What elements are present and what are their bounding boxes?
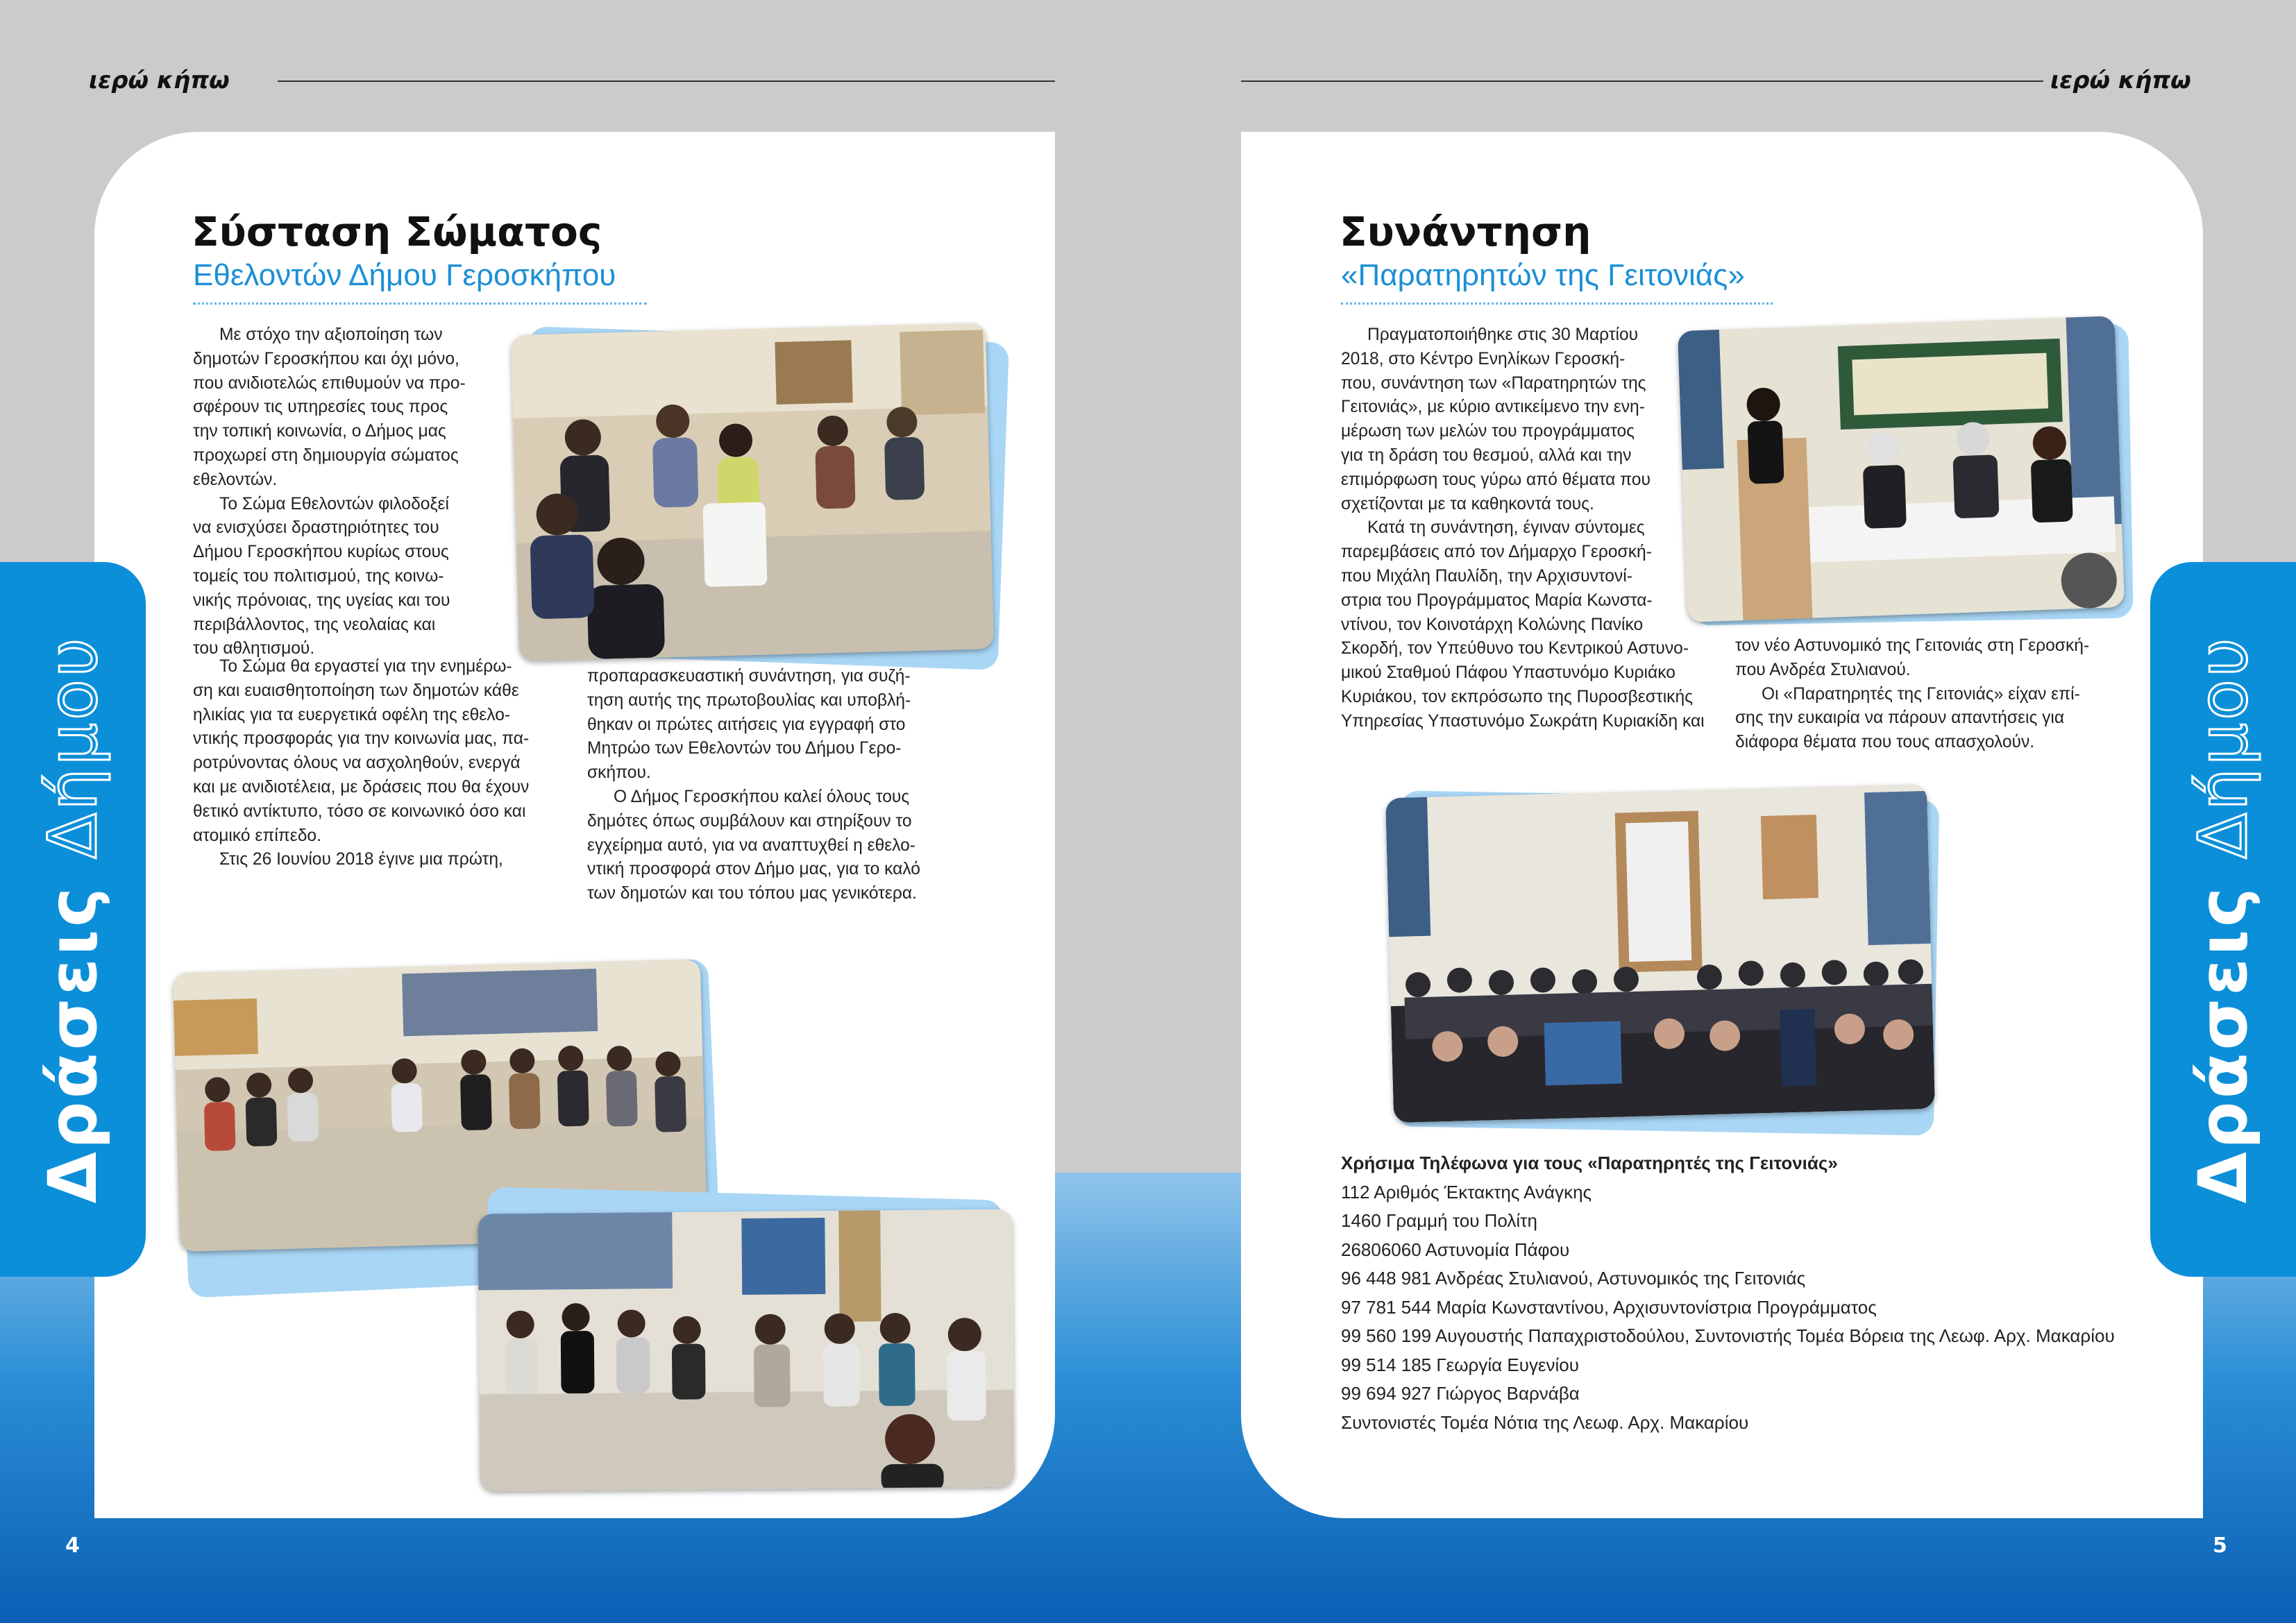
text-line: που Ανδρέα Στυλιανού. bbox=[1735, 660, 1911, 679]
useful-phones-list bbox=[1341, 1149, 2209, 1437]
text-line: Οι «Παρατηρητές της Γειτονιάς» είχαν επί- bbox=[1762, 684, 2080, 704]
text-line: των δημοτών και του τόπου μας γενικότερα. bbox=[587, 884, 917, 903]
text-line: Κατά τη συνάντηση, έγιναν σύντομες bbox=[1367, 518, 1645, 538]
text-line: Στις 26 Ιουνίου 2018 έγινε μια πρώτη, bbox=[219, 850, 503, 869]
magazine-name: ιερώ κήπω bbox=[89, 67, 230, 94]
page-number: 5 bbox=[2213, 1533, 2227, 1558]
text-line: ση και ευαισθητοποίηση των δημοτών κάθε bbox=[193, 681, 519, 700]
text-line: σκήπου. bbox=[587, 763, 651, 783]
phone-entry: 1460 Γραμμή του Πολίτη bbox=[1341, 1210, 1537, 1231]
text-line: 2018, στο Κέντρο Ενηλίκων Γεροσκή- bbox=[1341, 349, 1626, 368]
neighbourhood-watch-panel-photo bbox=[1678, 316, 2125, 622]
text-line: Μητρώο των Εθελοντών του Δήμου Γερο- bbox=[587, 739, 902, 758]
text-line: Σκορδή, τον Υπεύθυνο του Κεντρικού Αστυνο- bbox=[1341, 639, 1689, 658]
phone-entry: 99 514 185 Γεωργία Ευγενίου bbox=[1341, 1354, 1579, 1375]
phone-entry: Συντονιστές Τομέα Νότια της Λεωφ. Αρχ. Μακαρίου bbox=[1341, 1411, 1749, 1433]
header-rule bbox=[1241, 80, 2043, 82]
text-line: μικού Σταθμού Πάφου Υπαστυνόμο Κυριάκο bbox=[1341, 663, 1675, 683]
text-line: που Μιχάλη Παυλίδη, την Αρχισυντονί- bbox=[1341, 566, 1632, 586]
text-line: Το Σώμα Εθελοντών φιλοδοξεί bbox=[219, 494, 449, 513]
header-rule bbox=[278, 80, 1055, 82]
right-page bbox=[1148, 0, 2296, 1623]
side-tab-outline: Δήμου bbox=[34, 635, 112, 859]
text-line: επιμόρφωση τους γύρω από θέματα που bbox=[1341, 470, 1651, 489]
text-line: Υπηρεσίας Υπαστυνόμο Σωκράτη Κυριακίδη και bbox=[1341, 711, 1705, 731]
article-subtitle: «Παρατηρητών της Γειτονιάς» bbox=[1341, 258, 1773, 305]
text-line: θετικό αντίκτυπο, τόσο σε κοινωνικό όσο και bbox=[193, 801, 526, 821]
text-line: δημοτών Γεροσκήπου και όχι μόνο, bbox=[193, 349, 459, 368]
text-line: που ανιδιοτελώς επιθυμούν να προ- bbox=[193, 373, 466, 393]
side-tab-bold: Δράσεις bbox=[2184, 884, 2262, 1204]
text-line: μέρωση των μελών του προγράμματος bbox=[1341, 422, 1635, 441]
text-line: τομείς του πολιτισμού, της κοινω- bbox=[193, 566, 444, 586]
text-column-2 bbox=[587, 665, 959, 906]
article-subtitle: Εθελοντών Δήμου Γεροσκήπου bbox=[193, 258, 647, 305]
text-column-1 bbox=[193, 323, 500, 661]
page-number: 4 bbox=[65, 1533, 80, 1558]
text-line: εγχείρημα αυτό, για να αναπτυχθεί η εθελο- bbox=[587, 835, 915, 855]
text-line: σφέρουν τις υπηρεσίες τους προς bbox=[193, 398, 448, 417]
phone-entry: 99 694 927 Γιώργος Βαρνάβα bbox=[1341, 1383, 1580, 1404]
text-line: Ο Δήμος Γεροσκήπου καλεί όλους τους bbox=[614, 787, 910, 806]
article-title: Συνάντηση bbox=[1340, 208, 1592, 255]
text-line: Δήμου Γεροσκήπου κυρίως στους bbox=[193, 543, 449, 562]
text-line: να ενισχύσει δραστηριότητες του bbox=[193, 518, 439, 538]
article-title: Σύσταση Σώματος bbox=[192, 208, 602, 255]
text-line: εθελοντών. bbox=[193, 470, 278, 489]
text-line: σχετίζονται με τα καθηκοντά τους. bbox=[1341, 494, 1594, 513]
text-column-1 bbox=[1341, 323, 1707, 734]
text-line: ντική προσφορά στον Δήμο μας, για το καλό bbox=[587, 860, 920, 879]
volunteers-group-photo bbox=[478, 1209, 1014, 1492]
text-line: που, συνάντηση των «Παρατηρητών της bbox=[1341, 373, 1646, 393]
text-line: ντίνου, τον Κοινοτάρχη Κολώνης Πανίκο bbox=[1341, 615, 1644, 634]
text-line: Με στόχο την αξιοποίηση των bbox=[219, 325, 443, 344]
text-line: και με ανιδιοτέλεια, με δράσεις που θα έχουν bbox=[193, 777, 530, 797]
text-line: σης την ευκαιρία να πάρουν απαντήσεις για bbox=[1735, 708, 2065, 728]
side-tab-outline: Δήμου bbox=[2184, 635, 2262, 859]
phone-entry: 96 448 981 Ανδρέας Στυλιανού, Αστυνομικός της Γειτονιάς bbox=[1341, 1268, 1806, 1289]
phone-entry: 99 560 199 Αυγουστής Παπαχριστοδούλου, Συντονιστής Τομέα Βόρεια της Λεωφ. Αρχ. Μακαρίου bbox=[1341, 1325, 2115, 1346]
text-line: τηση αυτής της πρωτοβουλίας και υποβλή- bbox=[587, 690, 911, 710]
text-line: τον νέο Αστυνομικό της Γειτονιάς στη Γεροσκή- bbox=[1735, 636, 2090, 655]
text-line: Πραγματοποιήθηκε στις 30 Μαρτίου bbox=[1367, 325, 1639, 344]
text-line: στρια του Προγράμματος Μαρία Κωνστα- bbox=[1341, 590, 1653, 610]
text-line: προπαρασκευαστική συνάντηση, για συζή- bbox=[587, 667, 911, 686]
text-line: ντικής προσφοράς για την κοινωνία μας, πα- bbox=[193, 729, 530, 749]
side-tab-bold: Δράσεις bbox=[34, 884, 112, 1204]
text-line: περιβάλλοντος, της νεολαίας και bbox=[193, 615, 436, 634]
text-line: του αθλητισμού. bbox=[193, 639, 315, 658]
phones-title: Χρήσιμα Τηλέφωνα για τους «Παρατηρητές της Γειτονιάς» bbox=[1341, 1153, 1838, 1173]
side-tab-text bbox=[34, 636, 112, 1204]
text-line: προχωρεί στη δημιουργία σώματος bbox=[193, 445, 459, 465]
text-line: την τοπική κοινωνία, ο Δήμος μας bbox=[193, 422, 446, 441]
text-line: ροτρύνοντας όλους να ασχοληθούν, ενεργά bbox=[193, 754, 521, 773]
text-line: νικής πρόνοιας, της υγείας και του bbox=[193, 590, 450, 610]
neighbourhood-watch-audience-photo bbox=[1385, 784, 1935, 1123]
text-line: θηκαν οι πρώτες αιτήσεις για εγγραφή στο bbox=[587, 715, 906, 734]
text-line: παρεμβάσεις από τον Δήμαρχο Γεροσκή- bbox=[1341, 543, 1652, 562]
phone-entry: 97 781 544 Μαρία Κωνσταντίνου, Αρχισυντονίστρια Προγράμματος bbox=[1341, 1296, 1877, 1318]
magazine-name: ιερώ κήπω bbox=[2050, 67, 2191, 94]
side-tab bbox=[0, 562, 146, 1277]
text-line: Γειτονιάς», με κύριο αντικείμενο την ενη- bbox=[1341, 398, 1645, 417]
text-line: για τη δράση του θεσμού, αλλά και την bbox=[1341, 445, 1632, 465]
volunteers-meeting-photo bbox=[511, 323, 994, 661]
text-column-1-lower bbox=[193, 655, 563, 872]
text-column-2 bbox=[1735, 634, 2109, 755]
text-line: Κυριάκου, τον εκπρόσωπο της Πυροσβεστικής bbox=[1341, 687, 1693, 706]
text-line: διάφορα θέματα που τους απασχολούν. bbox=[1735, 733, 2035, 752]
text-line: Το Σώμα θα εργαστεί για την ενημέρω- bbox=[219, 657, 512, 676]
text-line: ηλικίας για τα ευεργετικά οφέλη της εθελο- bbox=[193, 705, 511, 724]
phone-entry: 26806060 Αστυνομία Πάφου bbox=[1341, 1239, 1570, 1260]
phone-entry: 112 Αριθμός Έκτακτης Ανάγκης bbox=[1341, 1181, 1592, 1203]
text-line: δημότες όπως συμβάλουν και στηρίξουν το bbox=[587, 811, 912, 831]
text-line: ατομικό επίπεδο. bbox=[193, 826, 321, 845]
side-tab-text bbox=[2184, 636, 2262, 1204]
